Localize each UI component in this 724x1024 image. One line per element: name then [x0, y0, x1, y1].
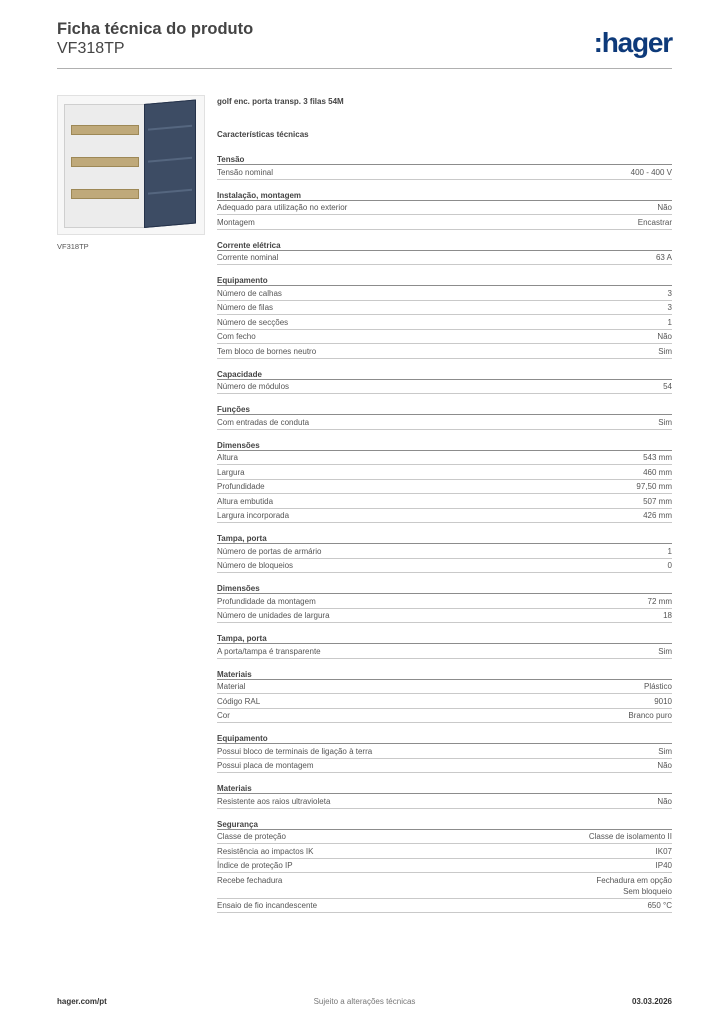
- spec-label: Com fecho: [217, 332, 256, 341]
- product-description: golf enc. porta transp. 3 filas 54M: [217, 97, 344, 106]
- spec-group: [217, 154, 672, 180]
- spec-label: Altura embutida: [217, 496, 274, 506]
- spec-row: [217, 680, 672, 695]
- spec-groups: [217, 154, 672, 913]
- spec-value: Sim: [658, 417, 672, 427]
- spec-label: Altura: [217, 453, 238, 462]
- spec-value: Classe de isolamento II: [588, 832, 672, 841]
- spec-group-title: Tampa, porta: [217, 533, 672, 544]
- spec-label: Número de calhas: [217, 288, 282, 298]
- spec-label: Ensaio de fio incandescente: [217, 901, 318, 910]
- spec-row: [217, 644, 672, 659]
- spec-group: [217, 733, 672, 773]
- spec-value: IP40: [655, 861, 672, 870]
- spec-value: Não: [657, 332, 672, 341]
- spec-row: [217, 759, 672, 774]
- spec-row: [217, 465, 672, 480]
- din-rail: [71, 125, 139, 135]
- spec-value: 3: [667, 303, 672, 312]
- spec-row: [217, 594, 672, 609]
- spec-row: [217, 694, 672, 709]
- spec-label: Número de módulos: [217, 382, 290, 391]
- spec-value: 3: [667, 288, 672, 298]
- spec-value: 1: [667, 546, 672, 556]
- spec-value: 18: [663, 611, 672, 620]
- spec-row: [217, 744, 672, 759]
- spec-group-title: Equipamento: [217, 275, 672, 286]
- spec-group: [217, 819, 672, 914]
- spec-row: [217, 899, 672, 914]
- spec-label: Com entradas de conduta: [217, 417, 310, 427]
- spec-row: [217, 201, 672, 216]
- spec-value: Não: [657, 796, 672, 806]
- spec-label: Recebe fechadura: [217, 875, 283, 885]
- spec-label: Tem bloco de bornes neutro: [217, 346, 317, 356]
- din-rail: [71, 189, 139, 199]
- spec-value: 507 mm: [643, 496, 672, 506]
- spec-label: Número de portas de armário: [217, 546, 322, 556]
- spec-value: Não: [657, 761, 672, 770]
- spec-label: Código RAL: [217, 696, 261, 706]
- spec-row: [217, 873, 672, 899]
- spec-label: Número de secções: [217, 317, 289, 327]
- spec-label: Classe de proteção: [217, 832, 286, 841]
- spec-value: Branco puro: [628, 711, 672, 720]
- spec-value: 9010: [654, 696, 672, 706]
- spec-row: [217, 286, 672, 301]
- spec-label: Profundidade da montagem: [217, 596, 316, 606]
- spec-group-title: Materiais: [217, 783, 672, 794]
- spec-value: Não: [657, 203, 672, 212]
- spec-label: Cor: [217, 711, 230, 720]
- spec-row: [217, 480, 672, 495]
- spec-group-title: Materiais: [217, 669, 672, 680]
- image-caption: VF318TP: [57, 242, 89, 251]
- spec-value: 72 mm: [647, 596, 672, 606]
- spec-label: Número de filas: [217, 303, 274, 312]
- spec-group-title: Tensão: [217, 154, 672, 165]
- spec-value: 54: [663, 382, 672, 391]
- specifications-heading: Características técnicas: [217, 130, 309, 139]
- spec-group-title: Capacidade: [217, 369, 672, 380]
- spec-value: 97,50 mm: [636, 482, 672, 491]
- spec-label: Material: [217, 682, 246, 691]
- spec-group-title: Dimensões: [217, 440, 672, 451]
- spec-label: Possui bloco de terminais de ligação à terra: [217, 746, 373, 756]
- spec-row: [217, 494, 672, 509]
- spec-row: [217, 344, 672, 359]
- spec-row: [217, 544, 672, 559]
- spec-value: IK07: [655, 846, 672, 856]
- spec-group: [217, 275, 672, 359]
- spec-value: 426 mm: [643, 511, 672, 520]
- spec-row: [217, 330, 672, 345]
- spec-row: [217, 830, 672, 845]
- spec-label: Profundidade: [217, 482, 265, 491]
- spec-label: Resistente aos raios ultravioleta: [217, 796, 331, 806]
- product-reference: VF318TP: [57, 40, 125, 57]
- spec-value: 543 mm: [643, 453, 672, 462]
- spec-label: Adequado para utilização no exterior: [217, 203, 348, 212]
- spec-group: [217, 440, 672, 524]
- spec-row: [217, 709, 672, 724]
- spec-row: [217, 315, 672, 330]
- spec-label: Tensão nominal: [217, 167, 274, 177]
- spec-row: [217, 844, 672, 859]
- spec-group: [217, 633, 672, 659]
- spec-group: [217, 404, 672, 430]
- spec-row: [217, 794, 672, 809]
- page-footer: [57, 997, 672, 1011]
- spec-value: 63 A: [655, 253, 672, 262]
- spec-row: [217, 215, 672, 230]
- spec-group: [217, 783, 672, 809]
- hager-logo: :hager: [593, 27, 672, 58]
- footer-notice: Sujeito a alterações técnicas: [313, 997, 416, 1006]
- spec-value: Sim: [658, 646, 672, 656]
- spec-group-title: Dimensões: [217, 583, 672, 594]
- spec-group-title: Corrente elétrica: [217, 240, 672, 251]
- spec-label: Possui placa de montagem: [217, 761, 314, 770]
- product-image: [57, 95, 205, 235]
- spec-row: [217, 251, 672, 266]
- spec-label: A porta/tampa é transparente: [217, 646, 321, 656]
- specifications: [217, 97, 672, 923]
- spec-value: Plástico: [643, 682, 672, 691]
- spec-value: 650 °C: [647, 901, 672, 910]
- spec-group-title: Equipamento: [217, 733, 672, 744]
- spec-value: 460 mm: [643, 467, 672, 477]
- footer-date: 03.03.2026: [631, 997, 672, 1006]
- spec-group: [217, 190, 672, 230]
- spec-group: [217, 369, 672, 395]
- spec-row: [217, 859, 672, 874]
- document-title: Ficha técnica do produto: [57, 20, 254, 38]
- spec-value: 0: [667, 561, 672, 570]
- transparent-door: [144, 99, 196, 228]
- spec-value: Encastrar: [637, 217, 672, 227]
- spec-row: [217, 609, 672, 624]
- spec-value: Sim: [658, 746, 672, 756]
- spec-label: Número de unidades de largura: [217, 611, 330, 620]
- spec-label: Índice de proteção IP: [217, 861, 293, 870]
- spec-group: [217, 669, 672, 724]
- spec-row: [217, 559, 672, 574]
- spec-label: Corrente nominal: [217, 253, 279, 262]
- spec-label: Montagem: [217, 217, 255, 227]
- spec-row: [217, 165, 672, 180]
- spec-group-title: Tampa, porta: [217, 633, 672, 644]
- spec-value: Fechadura em opção Sem bloqueio: [596, 875, 672, 896]
- spec-group-title: Funções: [217, 404, 672, 415]
- spec-row: [217, 451, 672, 466]
- enclosure-body: [64, 104, 146, 228]
- spec-label: Largura: [217, 467, 245, 477]
- header-divider: [57, 68, 672, 69]
- spec-row: [217, 415, 672, 430]
- spec-row: [217, 509, 672, 524]
- spec-group: [217, 533, 672, 573]
- spec-label: Número de bloqueios: [217, 561, 294, 570]
- spec-group: [217, 583, 672, 623]
- spec-value: 400 - 400 V: [630, 167, 672, 177]
- spec-group-title: Segurança: [217, 819, 672, 830]
- spec-value: Sim: [658, 346, 672, 356]
- spec-label: Largura incorporada: [217, 511, 290, 520]
- spec-row: [217, 301, 672, 316]
- spec-label: Resistência ao impactos IK: [217, 846, 314, 856]
- din-rail: [71, 157, 139, 167]
- spec-value: 1: [667, 317, 672, 327]
- footer-website: hager.com/pt: [57, 997, 107, 1006]
- spec-group: [217, 240, 672, 266]
- spec-row: [217, 380, 672, 395]
- page-header: [57, 20, 672, 70]
- spec-group-title: Instalação, montagem: [217, 190, 672, 201]
